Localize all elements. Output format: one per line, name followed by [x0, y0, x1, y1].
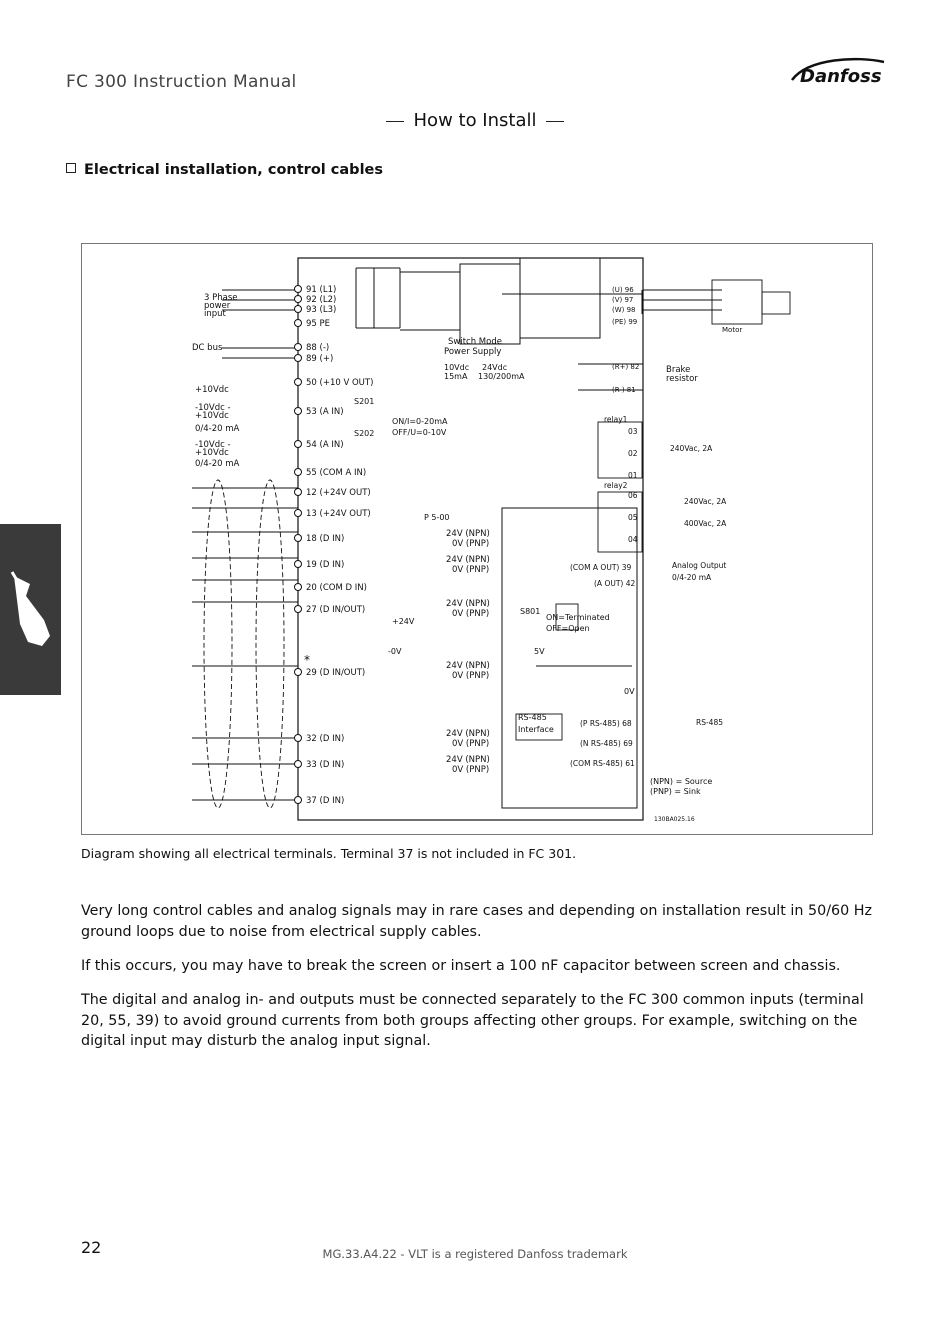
terminal-screw	[295, 441, 302, 448]
input-label: -10Vdc -	[195, 440, 231, 450]
terminal-label: 27 (D IN/OUT)	[306, 605, 366, 615]
brake-terminal: (R-) 81	[612, 386, 636, 394]
relay-label: 06	[628, 491, 638, 500]
power-supply-label: 130/200mA	[478, 372, 525, 381]
motor-terminal-label: (PE) 99	[612, 318, 638, 326]
terminal-label: 93 (L3)	[306, 305, 337, 315]
asterisk-mark: *	[304, 653, 310, 667]
section-title: How to Install	[0, 110, 950, 131]
terminal-screw	[295, 296, 302, 303]
switch-label: OFF/U=0-10V	[392, 428, 447, 437]
npn-label: 24V (NPN)	[446, 729, 490, 739]
terminal-screw	[295, 510, 302, 517]
npn-label: 24V (NPN)	[446, 755, 490, 765]
pnp-label: 0V (PNP)	[452, 765, 490, 775]
bullet-box-icon	[66, 163, 76, 173]
header-title: FC 300 Instruction Manual	[66, 72, 297, 92]
switch-label: 0V	[624, 687, 635, 696]
switch-label: OFF=Open	[546, 624, 590, 633]
npn-label: 24V (NPN)	[446, 555, 490, 565]
input-label: power	[204, 301, 231, 311]
motor-label: Motor	[722, 326, 743, 334]
relay-label: 01	[628, 471, 638, 480]
input-label: -10Vdc -	[195, 403, 231, 413]
paragraph-2: If this occurs, you may have to break the screen or insert a 100 nF capacitor between screen and chassis.	[81, 958, 841, 974]
switch-label: S201	[354, 397, 375, 406]
npn-label: 24V (NPN)	[446, 661, 490, 671]
switch-label: S801	[520, 607, 541, 616]
switch-label: ON=Terminated	[546, 613, 610, 622]
terminal-screw	[295, 286, 302, 293]
terminal-screw	[295, 606, 302, 613]
figure-reference: 130BA025.16	[654, 816, 695, 823]
relay-label: 02	[628, 449, 638, 458]
power-supply-label: Switch Mode	[448, 337, 502, 347]
pnp-label: 0V (PNP)	[452, 609, 490, 619]
terminal-label: 54 (A IN)	[306, 440, 344, 450]
chapter-tab	[0, 524, 61, 695]
relay-label: 240Vac, 2A	[670, 444, 713, 453]
relay-label: 05	[628, 513, 638, 522]
terminal-screw	[295, 306, 302, 313]
terminal-screw	[295, 320, 302, 327]
terminal-label: 12 (+24V OUT)	[306, 488, 371, 498]
motor-terminal-label: (W) 98	[612, 306, 636, 314]
analog-out-label: 0/4-20 mA	[672, 573, 712, 582]
input-label: input	[204, 309, 226, 319]
terminal-screw	[295, 469, 302, 476]
power-supply-label: 24Vdc	[482, 363, 508, 372]
misc-label: -0V	[388, 647, 402, 656]
pnp-label: 0V (PNP)	[452, 565, 490, 575]
power-supply-label: Power Supply	[444, 347, 502, 357]
subheading: Electrical installation, control cables	[66, 162, 383, 178]
terminal-screw	[295, 735, 302, 742]
power-supply-label: 15mA	[444, 372, 468, 381]
rs485-terminal: (COM RS-485) 61	[570, 759, 635, 768]
terminal-label: 20 (COM D IN)	[306, 583, 367, 593]
analog-out-label: Analog Output	[672, 561, 727, 570]
legend-sink: (PNP) = Sink	[650, 787, 701, 796]
pnp-label: 0V (PNP)	[452, 739, 490, 749]
input-label: 0/4-20 mA	[195, 424, 240, 434]
motor-terminal-label: (V) 97	[612, 296, 634, 304]
npn-label: 24V (NPN)	[446, 529, 490, 539]
relay-label: relay2	[604, 481, 628, 490]
terminal-label: 91 (L1)	[306, 285, 337, 295]
npn-label: 24V (NPN)	[446, 599, 490, 609]
input-label: DC bus	[192, 343, 223, 353]
terminal-label: 29 (D IN/OUT)	[306, 668, 366, 678]
terminal-screw	[295, 535, 302, 542]
input-label: 3 Phase	[204, 293, 238, 303]
rs485-terminal: (P RS-485) 68	[580, 719, 632, 728]
terminal-screw	[295, 761, 302, 768]
rs485-terminal: (N RS-485) 69	[580, 739, 633, 748]
terminal-label: 33 (D IN)	[306, 760, 345, 770]
terminal-label: 95 PE	[306, 319, 331, 329]
brake-label: Brake	[666, 365, 691, 375]
switch-label: ON/I=0-20mA	[392, 417, 448, 426]
input-label: +10Vdc	[195, 411, 229, 421]
switch-label: S202	[354, 429, 375, 438]
brake-label: resistor	[666, 374, 698, 384]
relay-label: 400Vac, 2A	[684, 519, 727, 528]
relay-label: 240Vac, 2A	[684, 497, 727, 506]
terminal-label: 13 (+24V OUT)	[306, 509, 371, 519]
brake-terminal: (R+) 82	[612, 363, 640, 371]
terminal-screw	[295, 355, 302, 362]
analog-out-terminal: (A OUT) 42	[594, 579, 636, 588]
figure-caption: Diagram showing all electrical terminals. Terminal 37 is not included in FC 301.	[81, 846, 577, 861]
motor-terminal-label: (U) 96	[612, 286, 634, 294]
power-supply-label: 10Vdc	[444, 363, 470, 372]
paragraph-1: Very long control cables and analog signals may in rare cases and depending on installation result in 50/60 Hz ground loops due to noise from electrical supply cables.	[81, 903, 873, 940]
analog-out-terminal: (COM A OUT) 39	[570, 563, 632, 572]
terminal-label: 32 (D IN)	[306, 734, 345, 744]
rs485-label: RS-485	[696, 718, 723, 727]
legend-source: (NPN) = Source	[650, 777, 713, 786]
danfoss-logo	[788, 52, 888, 92]
terminal-label: 50 (+10 V OUT)	[306, 378, 374, 388]
terminal-screw	[295, 344, 302, 351]
input-label: 0/4-20 mA	[195, 459, 240, 469]
terminal-label: 37 (D IN)	[306, 796, 345, 806]
misc-label: +24V	[392, 617, 415, 626]
terminal-screw	[295, 379, 302, 386]
terminal-label: 88 (-)	[306, 343, 330, 353]
relay-label: 04	[628, 535, 638, 544]
terminal-label: 18 (D IN)	[306, 534, 345, 544]
terminal-label: 89 (+)	[306, 354, 334, 364]
input-label: +10Vdc	[195, 448, 229, 458]
terminal-screw	[295, 669, 302, 676]
terminal-label: 55 (COM A IN)	[306, 468, 367, 478]
terminal-screw	[295, 408, 302, 415]
wiring-diagram-svg	[82, 244, 872, 834]
footer-text: MG.33.A4.22 - VLT is a registered Danfoss trademark	[322, 1247, 628, 1261]
terminal-label: 53 (A IN)	[306, 407, 344, 417]
svg-text:Danfoss: Danfoss	[800, 66, 882, 87]
terminal-screw	[295, 489, 302, 496]
switch-label: Interface	[518, 725, 554, 734]
pnp-label: 0V (PNP)	[452, 539, 490, 549]
relay-label: 03	[628, 427, 638, 436]
terminal-label: 19 (D IN)	[306, 560, 345, 570]
pnp-label: 0V (PNP)	[452, 671, 490, 681]
terminal-screw	[295, 797, 302, 804]
terminal-screw	[295, 584, 302, 591]
installation-hand-icon	[0, 524, 61, 695]
switch-label: P 5-00	[424, 513, 450, 522]
switch-label: RS-485	[518, 713, 547, 722]
terminal-label: 92 (L2)	[306, 295, 337, 305]
paragraph-3: The digital and analog in- and outputs must be connected separately to the FC 300 common inputs (terminal 20, 55, 39) to avoid ground currents from both groups affecting other groups. For example, switching on the digital input may disturb the analog input signal.	[81, 992, 864, 1049]
relay-label: relay1	[604, 415, 628, 424]
switch-label: 5V	[534, 647, 545, 656]
wiring-diagram	[81, 243, 873, 835]
page-number: 22	[81, 1238, 102, 1257]
input-label: +10Vdc	[195, 385, 229, 395]
terminal-screw	[295, 561, 302, 568]
